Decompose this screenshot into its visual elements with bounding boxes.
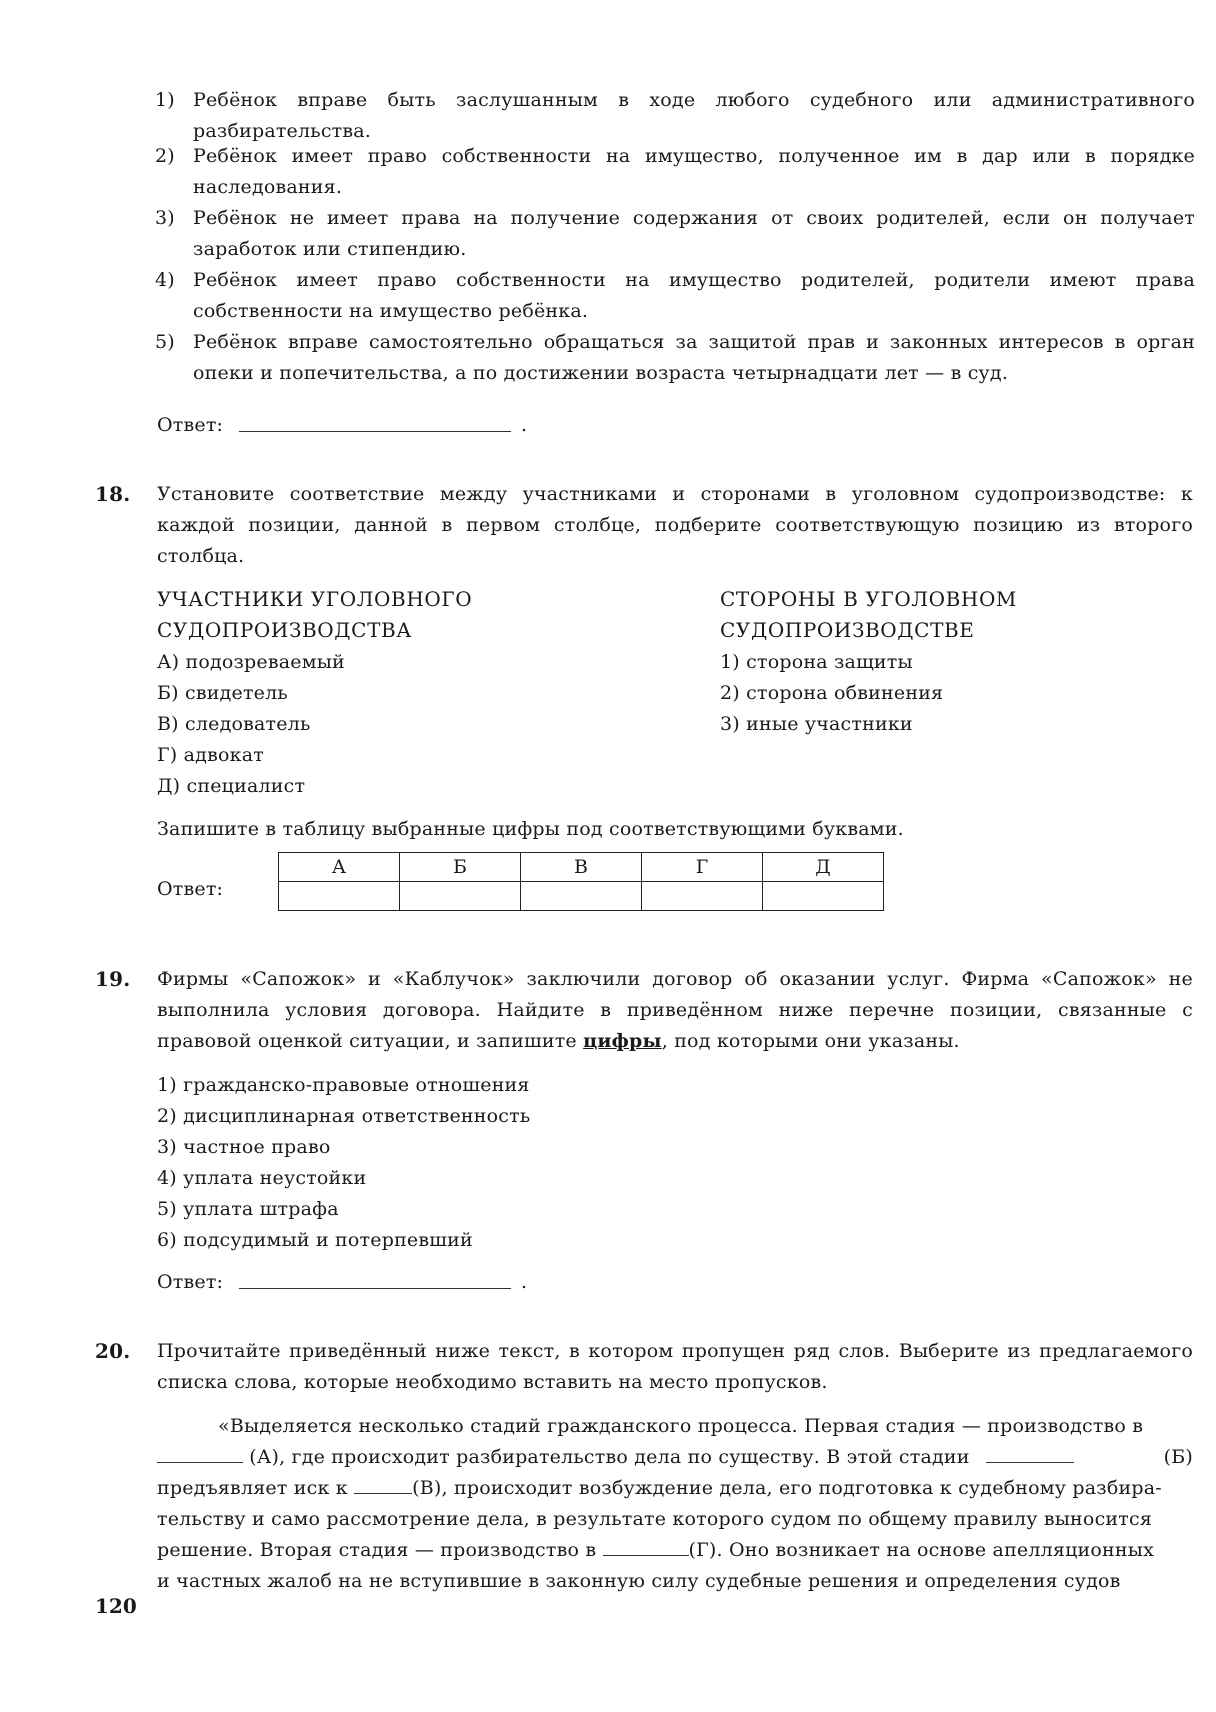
option-number: 4) xyxy=(155,269,175,291)
item-letter: Д) xyxy=(157,775,181,797)
q18-left-item-a xyxy=(157,647,345,678)
q18-left-heading-1: УЧАСТНИКИ УГОЛОВНОГО xyxy=(157,587,473,611)
page-number: 120 xyxy=(95,1594,137,1618)
answer-cell-g[interactable] xyxy=(642,882,763,911)
q17-option-5 xyxy=(155,327,1195,389)
q17-option-3 xyxy=(155,203,1195,265)
q18-text: Установите соответствие между участниками и сторонами в уголовном судопроизводстве: к каждой позиции, данной в первом столбце, подберите соответствующую позицию из второго столбца. xyxy=(157,483,1193,567)
item-letter: В) xyxy=(157,713,179,735)
option-number: 1) xyxy=(157,1074,177,1096)
answer-label: Ответ: xyxy=(157,1271,224,1293)
item-text: свидетель xyxy=(185,682,288,704)
q19-option-4 xyxy=(157,1163,366,1194)
passage-text: решение. Вторая стадия — производство в xyxy=(157,1539,597,1561)
q20-passage-line-4: тельству и само рассмотрение дела, в результате которого судом по общему правилу выносится xyxy=(157,1508,1153,1530)
option-number: 3) xyxy=(157,1136,177,1158)
item-number: 3) xyxy=(720,713,740,735)
q19-option-3 xyxy=(157,1132,330,1163)
gap-b[interactable] xyxy=(986,1444,1074,1463)
q18-answer-label: Ответ: xyxy=(157,878,224,900)
q18-answer-table xyxy=(278,852,884,911)
q17-answer xyxy=(157,410,557,441)
q19-text xyxy=(157,964,1193,1057)
passage-text: (Г). Оно возникает на основе апелляционных xyxy=(688,1539,1154,1561)
option-number: 2) xyxy=(155,145,175,167)
q19-text-emphasis: цифры xyxy=(583,1030,662,1052)
gap-a[interactable] xyxy=(157,1444,243,1463)
q20-number: 20. xyxy=(95,1339,131,1363)
option-text: гражданско-правовые отношения xyxy=(183,1074,530,1096)
item-text: иные участники xyxy=(746,713,913,735)
q19-answer xyxy=(157,1267,557,1298)
option-text: Ребёнок имеет право собственности на имущество, полученное им в дар или в порядке наследования. xyxy=(193,145,1195,198)
option-text: Ребёнок имеет право собственности на имущество родителей, родители имеют права собственности на имущество ребёнка. xyxy=(193,269,1195,322)
option-text: подсудимый и потерпевший xyxy=(183,1229,473,1251)
passage-text: предъявляет иск к xyxy=(157,1477,348,1499)
gap-v[interactable] xyxy=(354,1475,412,1494)
q20-passage-line-6: и частных жалоб на не вступившие в законную силу судебные решения и определения судов xyxy=(157,1570,1121,1592)
q20-passage-line-2 xyxy=(157,1442,1193,1473)
option-number: 6) xyxy=(157,1229,177,1251)
answer-blank[interactable] xyxy=(239,1288,511,1289)
q17-option-1 xyxy=(155,85,1195,147)
answer-table-header-row xyxy=(279,853,884,882)
option-number: 2) xyxy=(157,1105,177,1127)
item-letter: Г) xyxy=(157,744,178,766)
answer-table-header: В xyxy=(521,853,642,882)
q20-passage-line-1: «Выделяется несколько стадий гражданского процесса. Первая стадия — производство в xyxy=(218,1415,1144,1437)
answer-table-header: Б xyxy=(400,853,521,882)
q17-option-2 xyxy=(155,141,1195,203)
option-text: дисциплинарная ответственность xyxy=(183,1105,531,1127)
item-text: следователь xyxy=(185,713,311,735)
option-text: уплата неустойки xyxy=(183,1167,367,1189)
item-text: сторона обвинения xyxy=(746,682,944,704)
answer-label: Ответ: xyxy=(157,414,224,436)
gap-g[interactable] xyxy=(603,1537,689,1556)
answer-table-header: Д xyxy=(763,853,884,882)
passage-text: (В), происходит возбуждение дела, его подготовка к судебному разбира- xyxy=(412,1477,1162,1499)
item-text: сторона защиты xyxy=(746,651,913,673)
q19-text-before: Фирмы «Сапожок» и «Каблучок» заключили договор об оказании услуг. Фирма «Сапожок» не выполнила условия договора. Найдите в приведённом ниже перечне позиции, связанные с правовой оценкой ситуации, и запишите xyxy=(157,968,1193,1052)
q19-option-2 xyxy=(157,1101,530,1132)
answer-blank[interactable] xyxy=(239,431,511,432)
item-letter: А) xyxy=(157,651,180,673)
q20-passage-line-3 xyxy=(157,1473,1193,1504)
answer-cell-b[interactable] xyxy=(400,882,521,911)
q18-left-heading-2: СУДОПРОИЗВОДСТВА xyxy=(157,618,413,642)
option-number: 5) xyxy=(155,331,175,353)
item-text: адвокат xyxy=(183,744,264,766)
option-text: Ребёнок не имеет права на получение содержания от своих родителей, если он получает заработок или стипендию. xyxy=(193,207,1195,260)
q18-left-item-b xyxy=(157,678,288,709)
answer-end-dot: . xyxy=(521,414,528,436)
passage-text: (А), где происходит разбирательство дела по существу. В этой стадии xyxy=(249,1446,970,1468)
option-text: Ребёнок вправе самостоятельно обращаться за защитой прав и законных интересов в орган опеки и попечительства, а по достижении возраста четырнадцати лет — в суд. xyxy=(193,331,1195,384)
q18-right-heading-2: СУДОПРОИЗВОДСТВЕ xyxy=(720,618,975,642)
answer-cell-v[interactable] xyxy=(521,882,642,911)
q20-passage-line-5 xyxy=(157,1535,1193,1566)
option-number: 1) xyxy=(155,89,175,111)
q19-text-after: , под которыми они указаны. xyxy=(661,1030,960,1052)
q18-right-item-1 xyxy=(720,647,913,678)
option-text: частное право xyxy=(183,1136,331,1158)
option-number: 3) xyxy=(155,207,175,229)
answer-end-dot: . xyxy=(521,1271,528,1293)
q18-number: 18. xyxy=(95,482,131,506)
q18-left-item-d xyxy=(157,771,305,802)
item-number: 2) xyxy=(720,682,740,704)
q19-option-5 xyxy=(157,1194,339,1225)
item-text: подозреваемый xyxy=(185,651,345,673)
q18-right-item-3 xyxy=(720,709,913,740)
item-number: 1) xyxy=(720,651,740,673)
q18-right-item-2 xyxy=(720,678,943,709)
q18-left-item-v xyxy=(157,709,311,740)
option-text: уплата штрафа xyxy=(183,1198,339,1220)
passage-text: (Б) xyxy=(1163,1446,1193,1468)
q18-right-heading-1: СТОРОНЫ В УГОЛОВНОМ xyxy=(720,587,1018,611)
answer-table-input-row xyxy=(279,882,884,911)
q19-number: 19. xyxy=(95,967,131,991)
q17-option-4 xyxy=(155,265,1195,327)
answer-cell-d[interactable] xyxy=(763,882,884,911)
q18-instruction: Запишите в таблицу выбранные цифры под соответствующими буквами. xyxy=(157,818,904,840)
answer-table-header: А xyxy=(279,853,400,882)
option-text: Ребёнок вправе быть заслушанным в ходе любого судебного или административного разбирательства. xyxy=(193,89,1195,142)
option-number: 5) xyxy=(157,1198,177,1220)
q19-option-1 xyxy=(157,1070,530,1101)
item-text: специалист xyxy=(186,775,306,797)
q18-left-item-g xyxy=(157,740,264,771)
option-number: 4) xyxy=(157,1167,177,1189)
item-letter: Б) xyxy=(157,682,179,704)
q19-option-6 xyxy=(157,1225,473,1256)
answer-cell-a[interactable] xyxy=(279,882,400,911)
answer-table-header: Г xyxy=(642,853,763,882)
q20-text: Прочитайте приведённый ниже текст, в котором пропущен ряд слов. Выберите из предлагаемого списка слова, которые необходимо вставить на место пропусков. xyxy=(157,1340,1193,1393)
